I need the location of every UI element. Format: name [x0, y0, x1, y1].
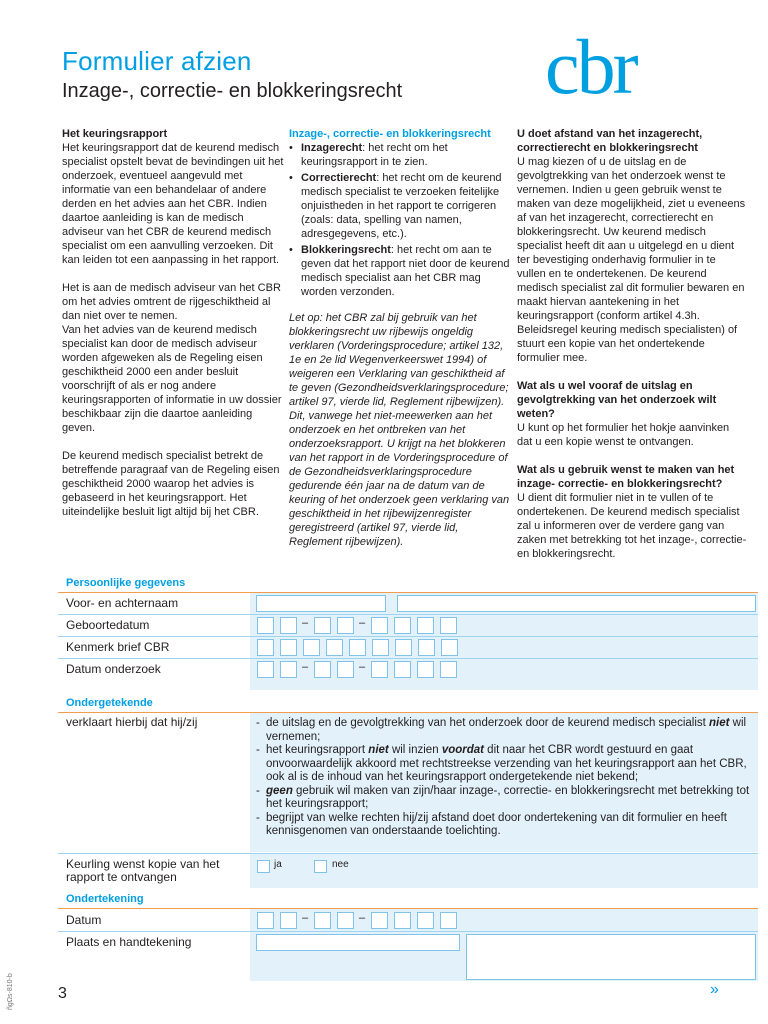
date-separator: –: [359, 912, 366, 924]
list-item: [289, 171, 511, 241]
exam-date-digit[interactable]: [257, 661, 274, 678]
section-heading: U doet afstand van het inzagerecht, correctierecht en blokkeringsrecht: [517, 128, 703, 154]
list-item: [289, 141, 511, 169]
term-text: : het recht om de keurend medisch specialist te verzoeken feitelijke onjuistheden in het rapport te corrigeren (zoals: data, spelling van namen, adresgegevens, etc.).: [301, 172, 502, 240]
note: Let op: het CBR zal bij gebruik van het blokkeringsrecht uw rijbewijs ongeldig verklaren (Vorderingsprocedure; artikel 132, 1e en 2e lid Wegenverkeerswet 1994) of weigeren een Verklaring van geschiktheid af te geven (Gezondheidsverklaringsprocedure; artikel 97, vierde lid, Reglement rijbewijzen). Dit, vanwege het niet-meewerken aan het onderzoek en het ontbreken van het onderzoeksrapport. U krijgt na het blokkeren van het rapport in de Vorderingsprocedure of de Gezondheidsverklaringsprocedure gedurende één jaar na de datum van de keuring of het onderzoek geen verklaring van geschiktheid in het rijbewijzenregister geregistreerd (artikel 97, vierde lid, Reglement rijbewijzen).: [289, 312, 510, 548]
divider: [58, 658, 758, 659]
exam-date-digit[interactable]: [371, 661, 388, 678]
section-ondergetekende: Ondergetekende: [66, 697, 153, 709]
birth-date-digit[interactable]: [257, 617, 274, 634]
birth-date-digit[interactable]: [280, 617, 297, 634]
copy-no-checkbox[interactable]: [314, 860, 327, 873]
page-number: 3: [58, 985, 67, 1002]
paragraph: Het keuringsrapport dat de keurend medisch specialist opstelt bevat de bevindingen uit het onderzoek, eventueel aangevuld met informatie van een behandelaar of andere derden en het advies aan het CBR. Indien daartoe aanleiding is kan de medisch adviseur van het CBR de keurend medisch specialist om een aanvulling verzoeken. Dit kan leiden tot een aanpassing in het rapport.: [62, 142, 284, 266]
birth-date-digit[interactable]: [417, 617, 434, 634]
date-separator: –: [302, 617, 309, 629]
reference-digit[interactable]: [349, 639, 366, 656]
paragraph: U mag kiezen of u de uitslag en de gevolgtrekking van het onderzoek wenst te vernemen. Indien u geen gebruik wenst te maken van deze mogelijkheid, ziet u eveneens af van het inzagerecht, correctierecht en blokkeringsrecht. Uw keurend medisch specialist heeft dit aan u uitgelegd en u dient ter bevestiging onderhavig formulier in te vullen en te ondertekenen. De keurend medisch specialist zal dit formulier bewaren en maakt hiervan aantekening in het keuringsrapport (conform artikel 4.3h. Beleidsregel keuring medisch specialisten) of stuurt een kopie van het ondertekende formulier mee.: [517, 156, 746, 364]
reference-label: Kenmerk brief CBR: [66, 640, 170, 654]
birth-date-digit[interactable]: [337, 617, 354, 634]
sign-date-digit[interactable]: [440, 912, 457, 929]
sign-date-digit[interactable]: [371, 912, 388, 929]
paragraph: Het is aan de medisch adviseur van het CBR om het advies omtrent de rijgeschiktheid al dan niet over te nemen.: [62, 282, 281, 322]
birth-date-digit[interactable]: [394, 617, 411, 634]
first-name-field[interactable]: [256, 595, 386, 612]
list-item: - de uitslag en de gevolgtrekking van het onderzoek door de keurend medisch specialist niet wil vernemen;: [256, 717, 747, 743]
birth-date-digit[interactable]: [440, 617, 457, 634]
term: Inzagerecht: [301, 142, 363, 154]
sign-date-digit[interactable]: [257, 912, 274, 929]
next-page-icon: »: [710, 981, 719, 998]
list-item: - het keuringsrapport niet wil inzien voordat dit naar het CBR wordt gestuurd en gaat onvoorwaardelijk akkoord met rechtstreekse verzending van het keuringsrapport aan het CBR, ook al is de inhoud van het keuringsrapport ondergetekende niet bekend;: [256, 744, 747, 783]
place-signature-label: Plaats en handtekening: [66, 935, 192, 949]
term-text: : het recht om aan te geven dat het rapport niet door de keurend medisch specialist aan het CBR mag worden verzonden.: [301, 244, 510, 298]
reference-digit[interactable]: [395, 639, 412, 656]
list-item: [289, 243, 511, 299]
reference-digit[interactable]: [280, 639, 297, 656]
sign-date-digit[interactable]: [337, 912, 354, 929]
cbr-logo: cbr: [545, 23, 636, 110]
section-heading: Het keuringsrapport: [62, 128, 168, 140]
sign-date-digit[interactable]: [280, 912, 297, 929]
last-name-field[interactable]: [397, 595, 756, 612]
reference-digit[interactable]: [418, 639, 435, 656]
rights-list: [289, 141, 511, 299]
exam-date-digit[interactable]: [337, 661, 354, 678]
form-code: ñgΩs-810-b: [7, 973, 14, 1010]
copy-yes-label: ja: [274, 859, 282, 870]
sign-date-digit[interactable]: [314, 912, 331, 929]
list-item: - geen gebruik wil maken van zijn/haar inzage-, correctie- en blokkeringsrecht met betrekking tot het keuringsrapport;: [256, 784, 750, 810]
place-field[interactable]: [256, 934, 460, 951]
reference-digit[interactable]: [441, 639, 458, 656]
reference-digit[interactable]: [257, 639, 274, 656]
date-separator: –: [302, 912, 309, 924]
list-item: - begrijpt van welke rechten hij/zij afstand doet door ondertekening van dit formulier en heeft kennisgenomen van onderstaande toelichting.: [256, 811, 727, 837]
paragraph: Van het advies van de keurend medisch specialist kan door de medisch adviseur worden afgeweken als de Regeling eisen geschiktheid 2000 een ander besluit voorschrijft of als er nog andere keuringsrapporten of informatie in uw dossier beschikbaar zijn die daartoe aanleiding geven.: [62, 324, 282, 434]
column-rechten: [289, 127, 511, 563]
copy-no-label: nee: [332, 859, 349, 870]
birth-date-digit[interactable]: [371, 617, 388, 634]
sign-date-digit[interactable]: [394, 912, 411, 929]
reference-digit[interactable]: [326, 639, 343, 656]
birth-date-digit[interactable]: [314, 617, 331, 634]
name-label: Voor- en achternaam: [66, 596, 179, 610]
section-heading: Wat als u gebruik wenst te maken van het inzage- correctie- en blokkeringsrecht?: [517, 464, 735, 490]
section-heading: Wat als u wel vooraf de uitslag en gevolgtrekking van het onderzoek wilt weten?: [517, 380, 717, 420]
exam-date-digit[interactable]: [417, 661, 434, 678]
birth-date-label: Geboortedatum: [66, 618, 150, 632]
column-keuringsrapport: [62, 127, 284, 533]
form-subtitle: Inzage-, correctie- en blokkeringsrecht: [62, 80, 403, 102]
paragraph: De keurend medisch specialist betrekt de betreffende paragraaf van de Regeling eisen geschiktheid 2000 waarop het advies is gebaseerd in het keuringsrapport. Het uiteindelijke besluit ligt altijd bij het CBR.: [62, 450, 280, 518]
paragraph: U dient dit formulier niet in te vullen of te ondertekenen. De keurend medisch specialist zal u informeren over de verdere gang van zaken met betrekking tot het inzage-, correctie- en blokkeringsrecht.: [517, 492, 747, 560]
signature-field[interactable]: [466, 934, 756, 980]
column-afstand: [517, 127, 747, 575]
term: Blokkeringsrecht: [301, 244, 391, 256]
exam-date-digit[interactable]: [280, 661, 297, 678]
copy-label: Keurling wenst kopie van het rapport te ontvangen: [66, 857, 220, 884]
sign-date-digit[interactable]: [417, 912, 434, 929]
section-heading: Inzage-, correctie- en blokkeringsrecht: [289, 128, 491, 140]
exam-date-digit[interactable]: [440, 661, 457, 678]
copy-yes-checkbox[interactable]: [257, 860, 270, 873]
paragraph: U kunt op het formulier het hokje aanvinken dat u een kopie wenst te ontvangen.: [517, 422, 730, 448]
form-title: Formulier afzien: [62, 46, 252, 76]
date-separator: –: [359, 661, 366, 673]
term: Correctierecht: [301, 172, 377, 184]
reference-digit[interactable]: [372, 639, 389, 656]
section-persoonlijke-gegevens: Persoonlijke gegevens: [66, 577, 186, 589]
exam-date-digit[interactable]: [394, 661, 411, 678]
reference-digit[interactable]: [303, 639, 320, 656]
divider: [58, 614, 758, 615]
divider: [58, 931, 758, 932]
date-separator: –: [302, 661, 309, 673]
exam-date-label: Datum onderzoek: [66, 662, 161, 676]
section-ondertekening: Ondertekening: [66, 893, 144, 905]
date-label: Datum: [66, 913, 102, 927]
declares-label: verklaart hierbij dat hij/zij: [66, 715, 198, 729]
divider: [58, 636, 758, 637]
term-text: : het recht om het keuringsrapport in te zien.: [301, 142, 448, 168]
declaration-statements: [256, 717, 756, 839]
date-separator: –: [359, 617, 366, 629]
exam-date-digit[interactable]: [314, 661, 331, 678]
